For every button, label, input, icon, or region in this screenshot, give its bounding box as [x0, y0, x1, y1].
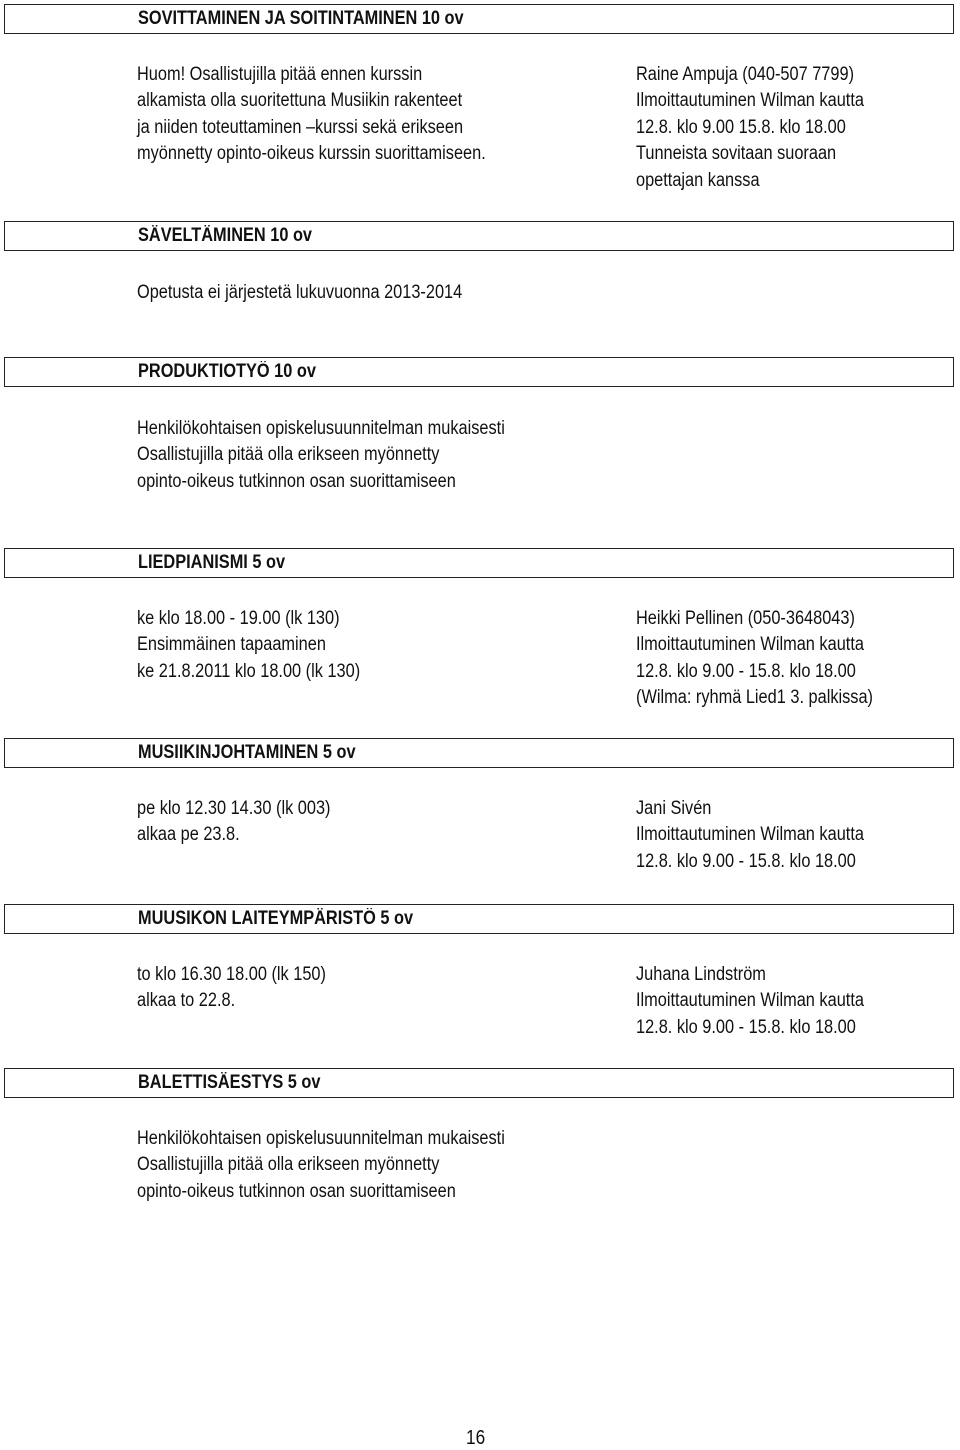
section-heading: PRODUKTIOTYÖ 10 ov — [138, 361, 316, 382]
text-line: Heikki Pellinen (050-3648043) — [636, 608, 855, 629]
section-heading: LIEDPIANISMI 5 ov — [138, 552, 286, 573]
text-line: Ilmoittautuminen Wilman kautta — [636, 990, 864, 1012]
section-heading: SÄVELTÄMINEN 10 ov — [138, 225, 313, 246]
section-right-column — [636, 606, 912, 712]
section-heading: SOVITTAMINEN JA SOITINTAMINEN 10 ov — [138, 8, 464, 29]
section-right-column — [636, 62, 901, 194]
section-left-column — [137, 606, 397, 685]
text-line: 12.8. klo 9.00 - 15.8. klo 18.00 — [636, 850, 856, 872]
section-heading-box — [4, 4, 954, 34]
text-line: 12.8. klo 9.00 - 15.8. klo 18.00 — [636, 1016, 856, 1038]
text-line: to klo 16.30 18.00 (lk 150) — [137, 964, 326, 985]
text-line: Tunneista sovitaan suoraan — [636, 143, 837, 165]
text-line: opinto-oikeus tutkinnon osan suorittamiseen — [137, 470, 456, 492]
text-line: Ilmoittautuminen Wilman kautta — [636, 90, 864, 112]
text-line: 12.8. klo 9.00 - 15.8. klo 18.00 — [636, 660, 856, 682]
text-line: opinto-oikeus tutkinnon osan suorittamiseen — [137, 1180, 456, 1202]
text-line: Jani Sivén — [636, 798, 712, 819]
section-heading: MUSIIKINJOHTAMINEN 5 ov — [138, 742, 356, 763]
section-heading-box — [4, 548, 954, 578]
section-heading-box — [4, 221, 954, 251]
section-left-column — [137, 62, 543, 168]
text-line: Henkilökohtaisen opiskelusuunnitelman mukaisesti — [137, 418, 505, 439]
text-line: Osallistujilla pitää olla erikseen myönnetty — [137, 1154, 440, 1176]
section-left-column — [137, 1126, 565, 1205]
text-line: myönnetty opinto-oikeus kurssin suorittamiseen. — [137, 143, 486, 165]
section-left-column — [137, 280, 515, 306]
text-line: Opetusta ei järjestetä lukuvuonna 2013-2014 — [137, 282, 463, 303]
section-heading: BALETTISÄESTYS 5 ov — [138, 1072, 321, 1093]
text-line: pe klo 12.30 14.30 (lk 003) — [137, 798, 331, 819]
text-line: Osallistujilla pitää olla erikseen myönnetty — [137, 444, 440, 466]
text-line: ja niiden toteuttaminen –kurssi sekä erikseen — [137, 116, 464, 138]
section-heading-box — [4, 357, 954, 387]
section-heading-box — [4, 1068, 954, 1098]
text-line: (Wilma: ryhmä Lied1 3. palkissa) — [636, 687, 874, 709]
text-line: opettajan kanssa — [636, 169, 760, 191]
text-line: ke klo 18.00 - 19.00 (lk 130) — [137, 608, 340, 629]
text-line: Juhana Lindström — [636, 964, 766, 985]
text-line: Ilmoittautuminen Wilman kautta — [636, 824, 864, 846]
page-number: 16 — [466, 1427, 486, 1449]
text-line: 12.8. klo 9.00 15.8. klo 18.00 — [636, 116, 846, 138]
text-line: Ensimmäinen tapaaminen — [137, 634, 326, 656]
section-right-column — [636, 796, 901, 875]
text-line: Huom! Osallistujilla pitää ennen kurssin — [137, 64, 423, 85]
section-left-column — [137, 796, 362, 849]
text-line: Raine Ampuja (040-507 7799) — [636, 64, 855, 85]
section-heading: MUUSIKON LAITEYMPÄRISTÖ 5 ov — [138, 908, 414, 929]
text-line: Henkilökohtaisen opiskelusuunnitelman mukaisesti — [137, 1128, 505, 1149]
section-heading-box — [4, 738, 954, 768]
text-line: alkaa pe 23.8. — [137, 824, 240, 846]
text-line: alkaa to 22.8. — [137, 990, 236, 1012]
section-heading-box — [4, 904, 954, 934]
text-line: alkamista olla suoritettuna Musiikin rakenteet — [137, 90, 463, 112]
section-left-column — [137, 962, 357, 1015]
section-left-column — [137, 416, 565, 495]
section-right-column — [636, 962, 901, 1041]
text-line: ke 21.8.2011 klo 18.00 (lk 130) — [137, 660, 361, 682]
text-line: Ilmoittautuminen Wilman kautta — [636, 634, 864, 656]
